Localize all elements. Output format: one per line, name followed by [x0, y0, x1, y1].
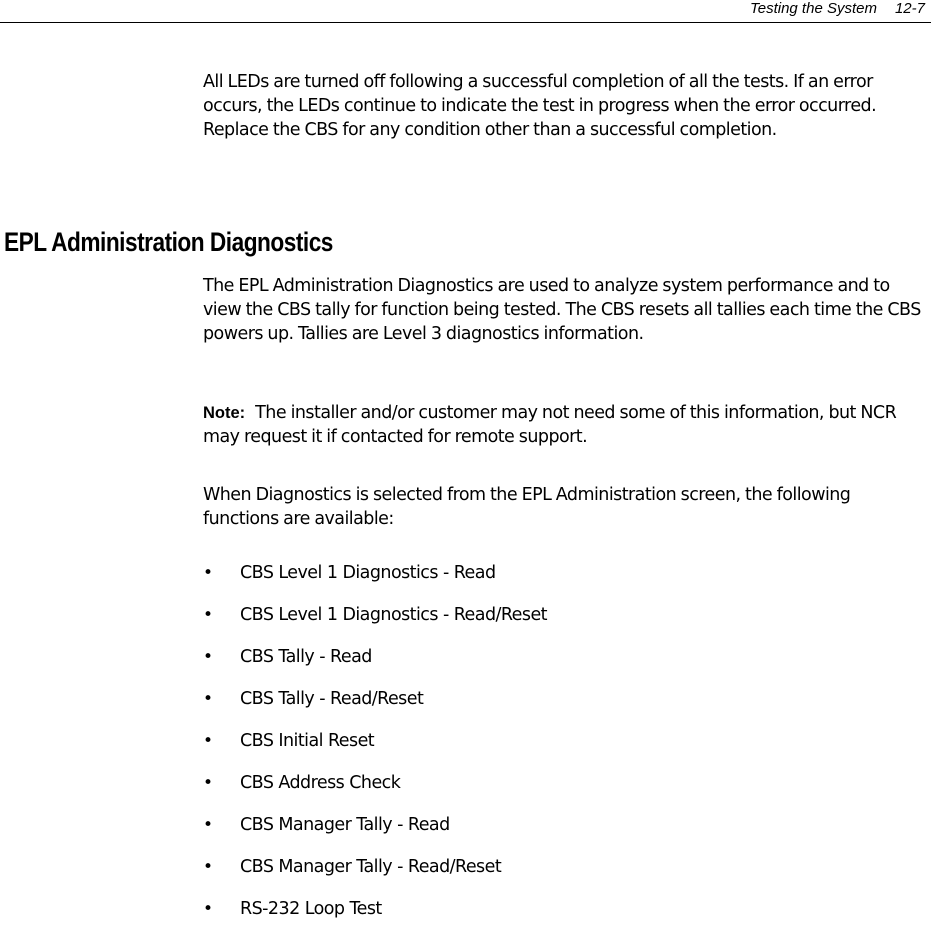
- list-item: [203, 720, 547, 762]
- list-item-text: CBS Tally - Read/Reset: [240, 689, 424, 709]
- function-list: [203, 552, 547, 930]
- list-item-text: CBS Initial Reset: [240, 731, 375, 751]
- section-paragraph-1: The EPL Administration Diagnostics are used to analyze system performance and to view the CBS tally for function being tested. The CBS resets all tallies each time the CBS powers up. Tallies are Level 3 diagnostics information.: [203, 276, 921, 344]
- section-heading: EPL Administration Diagnostics: [4, 227, 333, 257]
- bullet-icon: •: [203, 773, 213, 793]
- list-item: [203, 804, 547, 846]
- note-text: The installer and/or customer may not need some of this information, but NCR may request it if contacted for remote support.: [203, 403, 897, 447]
- list-item: [203, 552, 547, 594]
- bullet-icon: •: [203, 563, 213, 583]
- intro-paragraph: All LEDs are turned off following a successful completion of all the tests. If an error occurs, the LEDs continue to indicate the test in progress when the error occurred. Replace the CBS for any condition other than a successful completion.: [203, 72, 877, 140]
- page-header: [0, 0, 931, 23]
- page-number: 12-7: [894, 0, 925, 17]
- note: [203, 401, 923, 449]
- list-item: [203, 888, 547, 930]
- section-paragraph-2: When Diagnostics is selected from the EPL Administration screen, the following functions are available:: [203, 485, 851, 529]
- note-label: Note:: [203, 404, 246, 422]
- bullet-icon: •: [203, 689, 213, 709]
- list-item-text: CBS Level 1 Diagnostics - Read: [240, 563, 496, 583]
- bullet-icon: •: [203, 731, 213, 751]
- bullet-icon: •: [203, 815, 213, 835]
- list-item: [203, 678, 547, 720]
- list-item: [203, 594, 547, 636]
- list-item: [203, 762, 547, 804]
- bullet-icon: •: [203, 605, 213, 625]
- list-item-text: CBS Manager Tally - Read: [240, 815, 450, 835]
- running-header: [750, 0, 925, 18]
- list-item-text: CBS Tally - Read: [240, 647, 372, 667]
- list-item-text: RS-232 Loop Test: [240, 899, 382, 919]
- section-title: Testing the System: [749, 0, 877, 17]
- list-item: [203, 846, 547, 888]
- list-item-text: CBS Manager Tally - Read/Reset: [240, 857, 502, 877]
- bullet-icon: •: [203, 899, 213, 919]
- list-item-text: CBS Address Check: [240, 773, 401, 793]
- list-item: [203, 636, 547, 678]
- bullet-icon: •: [203, 647, 213, 667]
- list-item-text: CBS Level 1 Diagnostics - Read/Reset: [240, 605, 547, 625]
- bullet-icon: •: [203, 857, 213, 877]
